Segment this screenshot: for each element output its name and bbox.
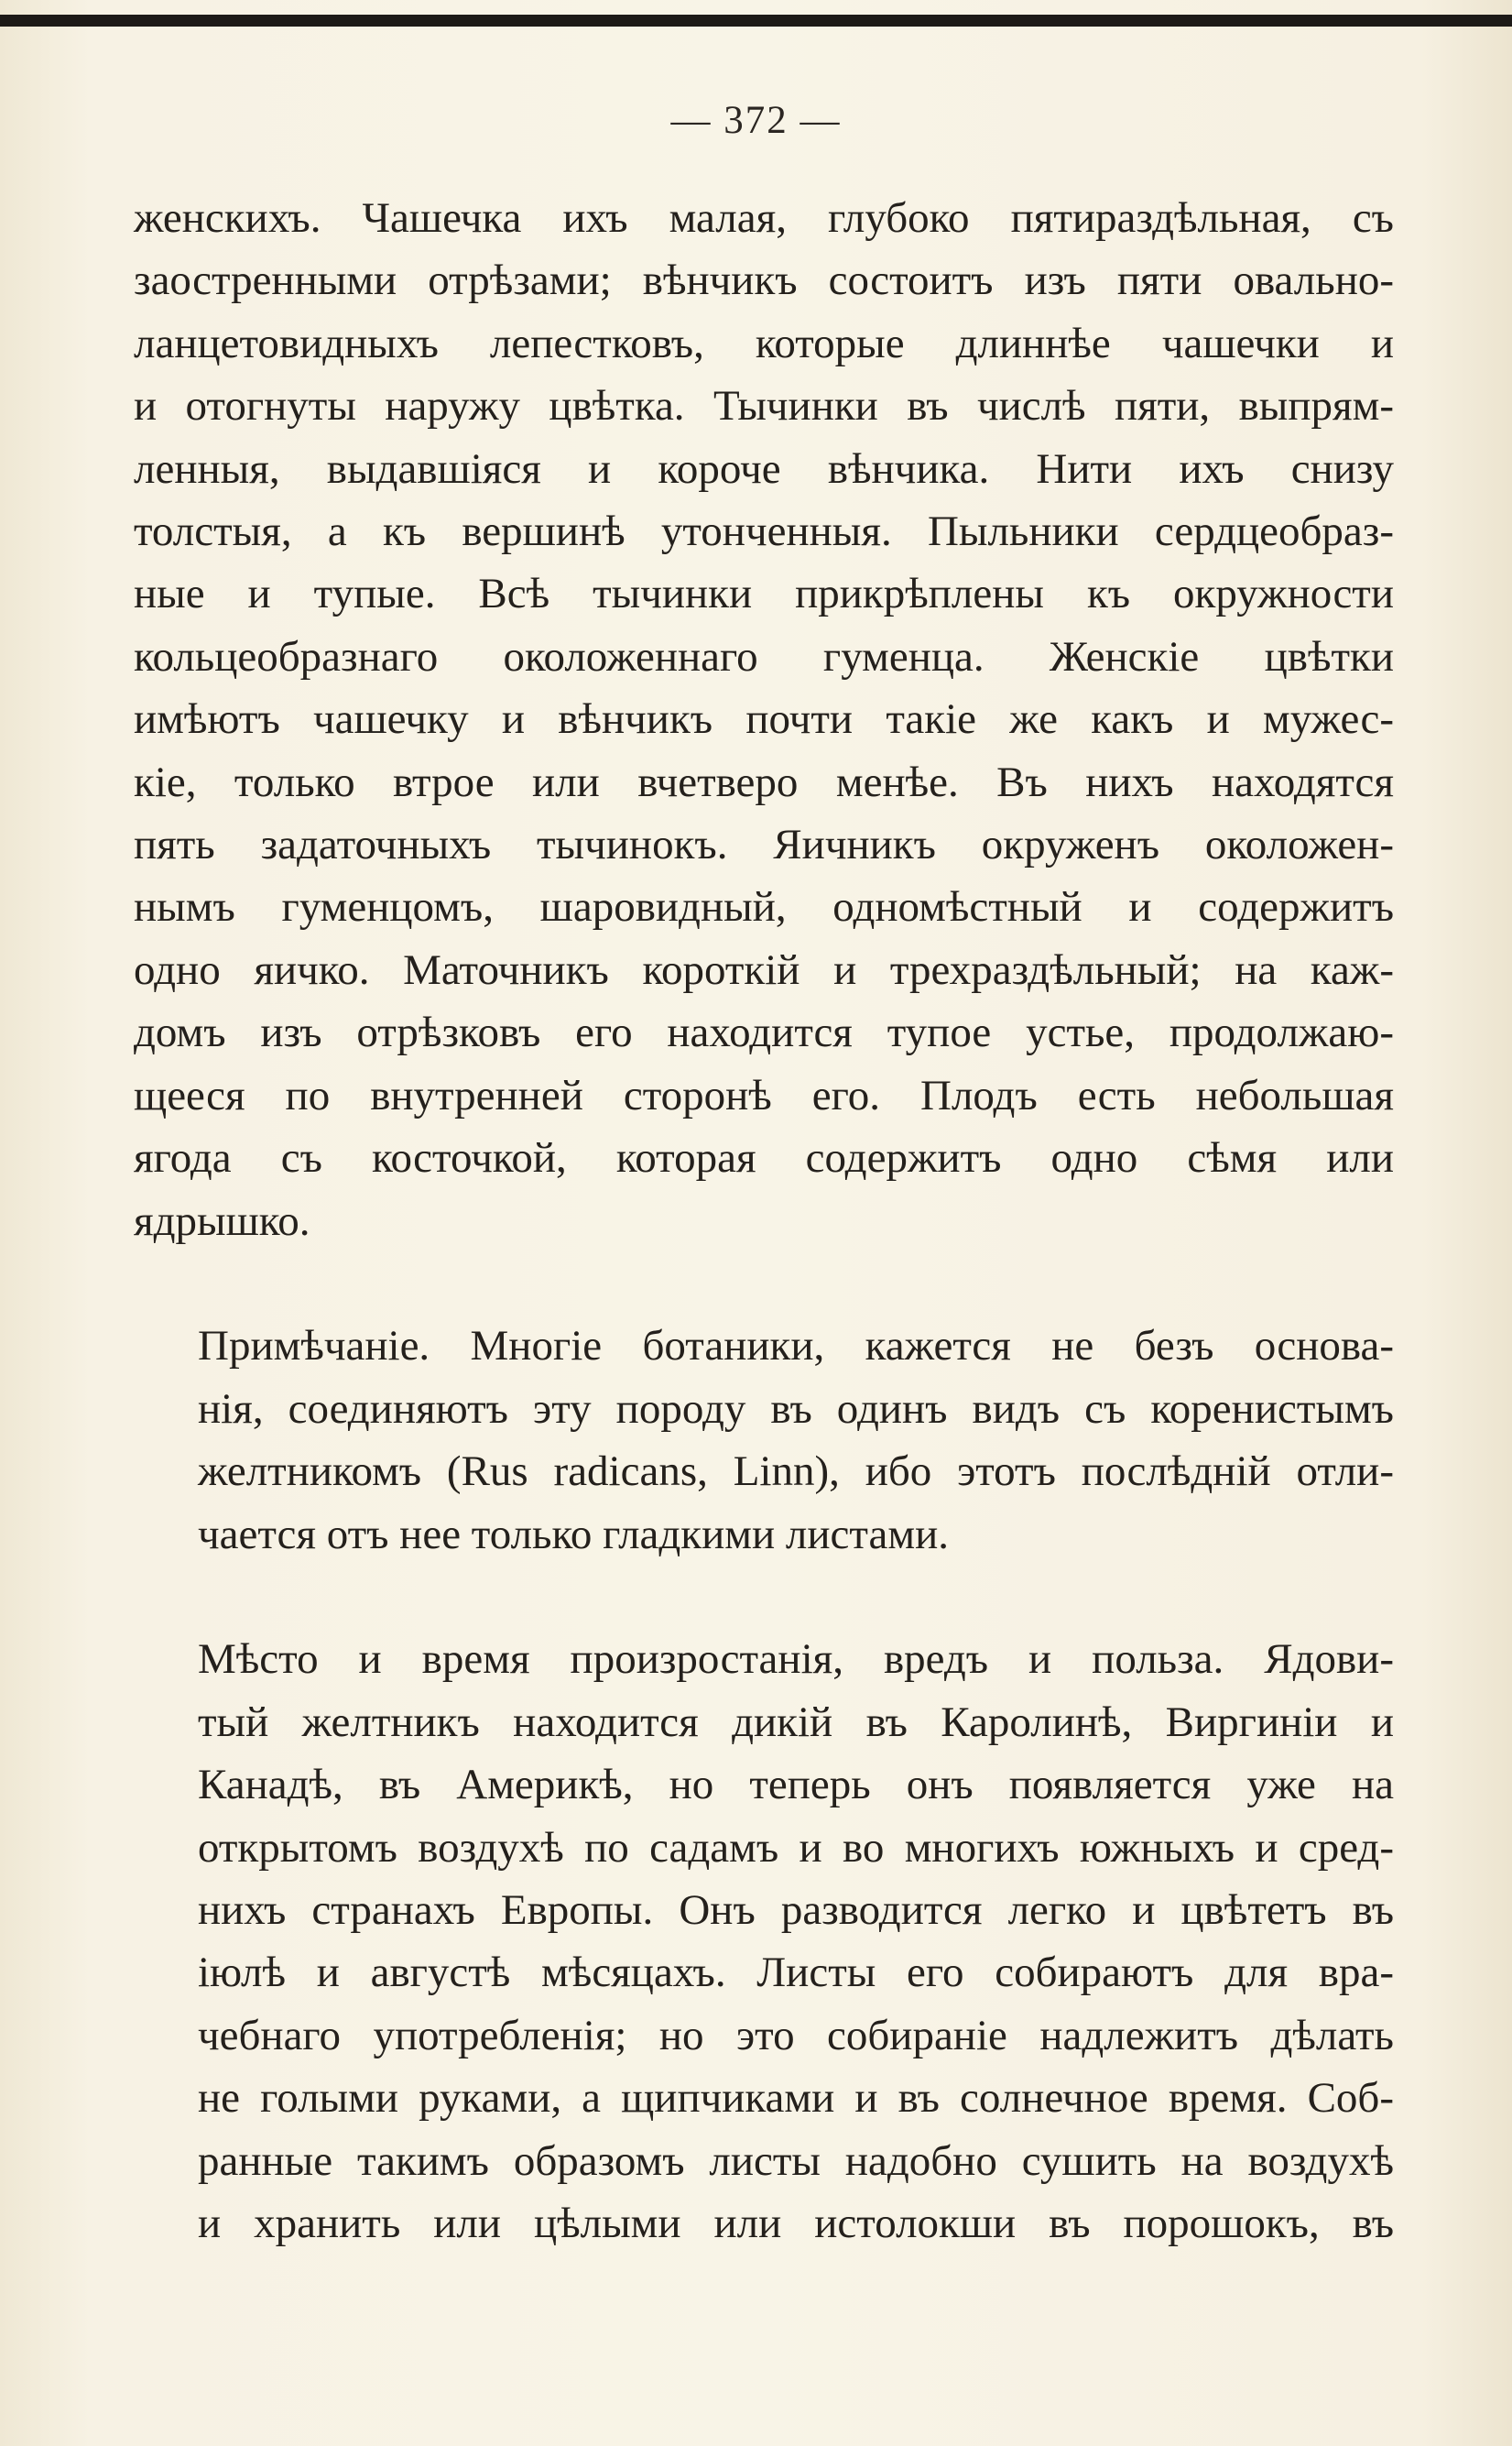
text-line: и отогнуты наружу цвѣтка. Тычинки въ числѣ пяти, выпрям- — [134, 382, 1394, 431]
text-line: заостренными отрѣзами; вѣнчикъ состоитъ изъ пяти овально- — [134, 257, 1394, 305]
text-line: нымъ гуменцомъ, шаровидный, одномѣстный и содержитъ — [134, 883, 1394, 932]
text-line: ранные такимъ образомъ листы надобно сушить на воздухѣ — [198, 2136, 1394, 2185]
paragraph-habitat — [134, 1628, 1394, 2255]
text-line: ланцетовидныхъ лепестковъ, которые длиннѣе чашечки и — [134, 319, 1394, 367]
text-line: тый желтникъ находится дикій въ Каролинѣ, Виргиніи и — [198, 1698, 1394, 1746]
text-line: домъ изъ отрѣзковъ его находится тупое устье, продолжаю- — [134, 1009, 1394, 1057]
text-line: открытомъ воздухѣ по садамъ и во многихъ южныхъ и сред- — [198, 1823, 1394, 1872]
text-line: кіе, только втрое или вчетверо менѣе. Въ нихъ находятся — [134, 758, 1394, 806]
text-line: щееся по внутренней сторонѣ его. Плодъ есть небольшая — [134, 1071, 1394, 1119]
page-number: — 372 — — [670, 99, 842, 142]
text-line: имѣютъ чашечку и вѣнчикъ почти такіе же какъ и мужес- — [134, 695, 1394, 744]
text-line: женскихъ. Чашечка ихъ малая, глубоко пятираздѣльная, съ — [134, 194, 1394, 242]
text-line: кольцеобразнаго околоженнаго гуменца. Женскіе цвѣтки — [134, 632, 1394, 681]
body-text — [134, 187, 1394, 2255]
text-line: и хранить или цѣлыми или истолокши въ порошокъ, въ — [198, 2199, 1394, 2247]
text-line: не голыми руками, а щипчиками и въ солнечное время. Соб- — [198, 2074, 1394, 2123]
text-line: Мѣсто и время произростанія, вредъ и польза. Ядови- — [198, 1635, 1394, 1684]
text-line: чается отъ нее только гладкими листами. — [198, 1510, 950, 1558]
text-line: желтникомъ (Rus radicans, Linn), ибо этотъ послѣдній отли- — [198, 1447, 1394, 1496]
text-line: ленныя, выдавшіяся и короче вѣнчика. Нити ихъ снизу — [134, 444, 1394, 493]
text-line: ные и тупые. Всѣ тычинки прикрѣплены къ окружности — [134, 570, 1394, 618]
text-line: Канадѣ, въ Америкѣ, но теперь онъ появляется уже на — [198, 1761, 1394, 1809]
top-rule — [0, 15, 1512, 27]
text-line: одно яичко. Маточникъ короткій и трехраздѣльный; на каж- — [134, 945, 1394, 994]
text-line: нихъ странахъ Европы. Онъ разводится легко и цвѣтетъ въ — [198, 1885, 1394, 1934]
text-line: іюлѣ и августѣ мѣсяцахъ. Листы его собираютъ для вра- — [198, 1949, 1394, 1997]
text-line: ядрышко. — [134, 1196, 310, 1245]
text-line: ягода съ косточкой, которая содержитъ одно сѣмя или — [134, 1134, 1394, 1183]
text-line: чебнаго употребленія; но это собираніе надлежитъ дѣлать — [198, 2011, 1394, 2059]
text-line: Примѣчаніе. Многіе ботаники, кажется не безъ основа- — [198, 1322, 1394, 1370]
paragraph-flower-description — [134, 187, 1394, 1252]
text-line: толстыя, а къ вершинѣ утонченныя. Пыльники сердцеобраз- — [134, 508, 1394, 556]
text-line: пять задаточныхъ тычинокъ. Яичникъ окруженъ околожен- — [134, 821, 1394, 869]
text-line: нія, соединяютъ эту породу въ одинъ видъ съ коренистымъ — [198, 1384, 1394, 1433]
paragraph-note — [134, 1315, 1394, 1566]
